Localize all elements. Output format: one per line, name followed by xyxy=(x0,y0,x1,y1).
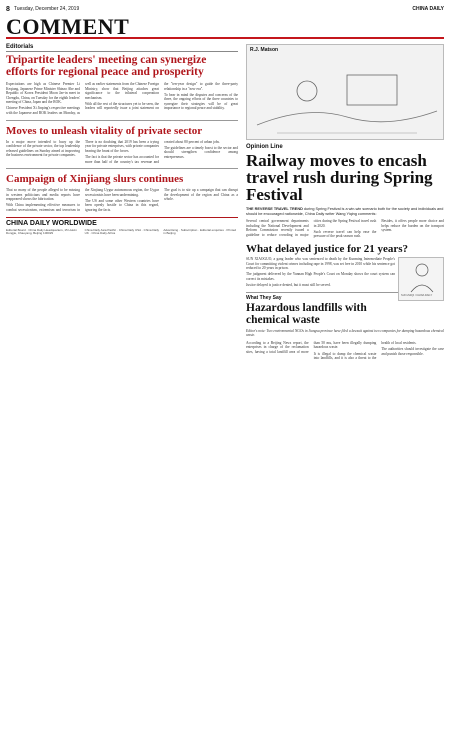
paragraph: The fact is that the private sector has accounted for more than half of the country's tax revenue and created about 80 percent of urban jobs. xyxy=(85,139,220,164)
cartoon-drawing-icon xyxy=(247,45,444,140)
paragraph: The judgment delivered by the Yunnan High People's Court on Monday shows the court system can correct its mistakes. xyxy=(246,272,395,281)
section-title: COMMENT xyxy=(6,14,130,39)
editorial-1-body xyxy=(6,82,238,116)
footer-col-3: Advertising · Subscription · Editorial enquiries · Printed in Beijing xyxy=(163,227,237,236)
paragraph: Justice delayed is justice denied, but it must still be served. xyxy=(246,283,331,288)
editorial-1-headline: Tripartite leaders' meeting can synergize efforts for regional peace and prosperity xyxy=(6,54,207,78)
paragraph: Chinese President Xi Jinping's respective meetings with the Japanese and ROK leaders on Monday, as well as earlier statements from the Chinese Foreign Ministry, show that Beijing attaches great significance to the trilateral cooperation mechanism. xyxy=(6,82,159,116)
landfill-body xyxy=(246,341,444,361)
opinion-headline: Railway moves to encash travel rush during Spring Festival xyxy=(246,151,433,204)
paragraph: The authorities should investigate the case and punish those responsible. xyxy=(381,346,444,356)
paragraph: It is illegal to dump the chemical waste into landfills, and it is also a threat to the health of local residents. xyxy=(313,340,417,361)
what-they-say-label: What They Say xyxy=(246,292,444,301)
footer-col-2: China Daily Asia Pacific · China Daily USA · China Daily UK · China Daily Africa xyxy=(84,227,160,236)
editorial-2-headline: Moves to unleash vitality of private sector xyxy=(6,124,203,137)
footer-col-1: Editorial Board · China Daily Headquarters, 15 Huixin Dongjie, Chaoyang, Beijing 100029 xyxy=(6,227,77,236)
paragraph: The US and some other Western countries have been openly hostile to China in this regard, ignoring the facts. xyxy=(85,198,159,212)
divider xyxy=(6,168,238,169)
paragraph: SUN XIAOGUO, a gang leader who was sentenced to death by the Kunming Intermediate People's Court for committing violent crimes including rape in 1998, was set free in 2010 while his sentence got reduced to 20 years in prison. xyxy=(246,257,395,271)
opinion-body xyxy=(246,219,444,239)
paragraph: Such reverse travel can help ease the pressure of the peak season rush. xyxy=(313,229,377,239)
footer-columns xyxy=(6,229,238,237)
issue-date: Tuesday, December 24, 2019 xyxy=(13,6,80,12)
newspaper-page xyxy=(6,4,444,743)
opinion-lead xyxy=(246,207,444,216)
paragraph: Besides, it offers people more choice and helps reduce the burden on the transport system. xyxy=(381,219,444,233)
worldwide-footer xyxy=(6,217,238,237)
lead-text: during Spring Festival is a win-win scenario both for the society and individuals and should be encouraged nationwide, China Daily writer Wang Yiqing comments: xyxy=(246,207,444,216)
cartoon-credit: R.J. Matson xyxy=(250,47,279,53)
paper-name: CHINA DAILY xyxy=(412,6,444,12)
footer-brand: CHINA DAILY WORLDWIDE xyxy=(6,219,97,227)
editor-note: Editor's note: Two environmental NGOs in Jiangsu province have filed a lawsuit against two companies for dumping hazardous chemical waste. xyxy=(246,328,444,338)
paragraph: The guidelines are a timely boost to the sector and should strengthen confidence among entrepreneurs. xyxy=(164,145,238,159)
editorial-2-body xyxy=(6,140,238,164)
paragraph: According to a Beijing News report, the enterprises in charge of the reclamation sites, having a total landfill area of more than 50 mu, have been illegally dumping hazardous waste. xyxy=(246,340,377,354)
paragraph: In a major move intended to buoy up the confidence of the private sector, the top leadership released guidelines on Sunday aimed at improving the business environment for private companies. xyxy=(6,139,80,158)
editorial-cartoon xyxy=(246,44,444,140)
section-masthead xyxy=(6,15,444,39)
paragraph: That so many of the people alleged to be missing in western politicians and media reports have reappeared shows the fabrication. xyxy=(6,188,80,202)
paragraph: To bear in mind the disputes and concerns of the three, the ongoing efforts of the three countries to synergize their strategies will be of great importance to regional peace and stability. xyxy=(164,92,238,111)
paragraph: Several central government departments including the National Development and Reform Commission recently issued a guideline to reduce crowding in major cities during the Spring Festival travel rush in 2020. xyxy=(246,219,377,237)
editorial-3-headline: Campaign of Xinjiang slurs continues xyxy=(6,173,184,186)
justice-headline: What delayed justice for 21 years? xyxy=(246,243,409,256)
landfill-headline: Hazardous landfills with chemical waste xyxy=(246,301,367,326)
folio-bar xyxy=(6,4,444,14)
paragraph: There is no doubting that 2019 has been a trying year for private enterprises, with private companies bearing the brunt of the forces. xyxy=(85,139,159,153)
divider xyxy=(6,120,238,121)
inline-cartoon xyxy=(398,257,444,301)
cartoon-figure-icon xyxy=(399,258,445,296)
editorials-label: Editorials xyxy=(6,44,238,52)
lead-bold: THE REVERSE TRAVEL TREND xyxy=(246,207,303,211)
opinion-line-label: Opinion Line xyxy=(246,144,283,150)
editorials-column xyxy=(6,44,238,236)
paragraph: With China implementing effective measures to combat secessionism, extremism and terrorism in the Xinjiang Uygur autonomous region, the Uygur secessionists have been undermining. xyxy=(6,188,159,212)
opinion-column xyxy=(246,44,444,361)
paragraph: With all the rest of the structures yet to be seen, the leaders will reportedly issue a joint statement on the "ten-year design" to guide the three-party relationship in a "new era". xyxy=(85,82,238,111)
page-number: 8 xyxy=(6,5,10,13)
cartoon-caption: SUN ZHIQI / CHINA DAILY xyxy=(401,294,433,298)
paragraph: Expectations are high as Chinese Premier Li Keqiang, Japanese Prime Minister Shinzo Abe and Republic of Korea President Moon Jae-in meet in Chengdu, China, on Tuesday for the eighth leaders' meeting of China, Japan and the ROK. xyxy=(6,82,80,105)
editorial-3-body xyxy=(6,188,238,212)
paragraph: The goal is to stir up a campaign that can disrupt the development of the region and China as a whole. xyxy=(164,188,238,202)
